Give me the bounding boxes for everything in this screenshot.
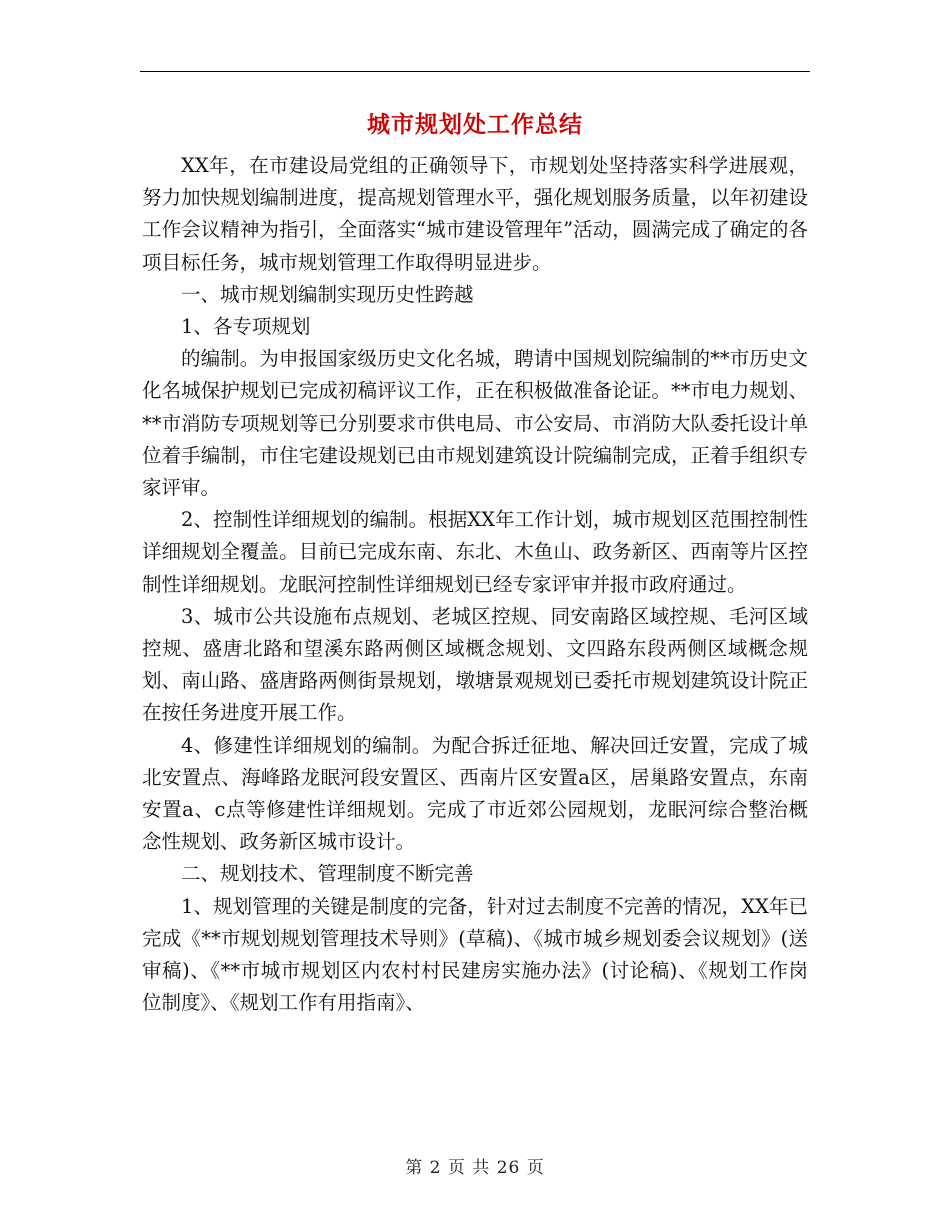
document-title: 城市规划处工作总结	[367, 111, 583, 138]
paragraph-intro: XX年，在市建设局党组的正确领导下，市规划处坚持落实科学进展观，努力加快规划编制进度，提高规划管理水平，强化规划服务质量，以年初建设工作会议精神为指引，全面落实“城市建设管理年”活动，圆满完成了确定的各项目标任务，城市规划管理工作取得明显进步。	[142, 154, 808, 274]
paragraph-1-1: 的编制。为申报国家级历史文化名城，聘请中国规划院编制的**市历史文化名城保护规划已完成初稿评议工作，正在积极做准备论证。**市电力规划、**市消防专项规划等已分别要求市供电局、市公安局、市消防大队委托设计单位着手编制，市住宅建设规划已由市规划建筑设计院编制完成，正着手组织专家评审。	[142, 347, 808, 500]
paragraph-1-3: 3、城市公共设施布点规划、老城区控规、同安南路区域控规、毛河区域控规、盛唐北路和望溪东路两侧区域概念规划、文四路东段两侧区域概念规划、南山路、盛唐路两侧街景规划，墩塘景观规划已委托市规划建筑设计院正在按任务进度开展工作。	[142, 604, 808, 725]
page-footer: 第 2 页 共 26 页	[405, 1158, 545, 1178]
header-rule	[140, 71, 810, 72]
paragraph-1-4: 4、修建性详细规划的编制。为配合拆迁征地、解决回迁安置，完成了城北安置点、海峰路龙眠河段安置区、西南片区安置a区，居巢路安置点，东南安置a、c点等修建性详细规划。完成了市近郊公园规划，龙眠河综合整治概念性规划、政务新区城市设计。	[142, 733, 808, 854]
subheading-1-1: 1、各专项规划	[181, 315, 311, 339]
paragraph-1-2: 2、控制性详细规划的编制。根据XX年工作计划，城市规划区范围控制性详细规划全覆盖。目前已完成东南、东北、木鱼山、政务新区、西南等片区控制性详细规划。龙眠河控制性详细规划已经专家评审并报市政府通过。	[142, 508, 808, 596]
section-heading-2: 二、规划技术、管理制度不断完善	[181, 862, 474, 886]
document-body	[142, 150, 808, 1019]
section-heading-1: 一、城市规划编制实现历史性跨越	[181, 282, 474, 306]
paragraph-2-1: 1、规划管理的关键是制度的完备，针对过去制度不完善的情况，XX年已完成《**市规划规划管理技术导则》(草稿)、《城市城乡规划委会议规划》(送审稿)、《**市城市规划区内农村村民建房实施办法》(讨论稿)、《规划工作岗位制度》、《规划工作有用指南》、	[142, 894, 808, 1015]
